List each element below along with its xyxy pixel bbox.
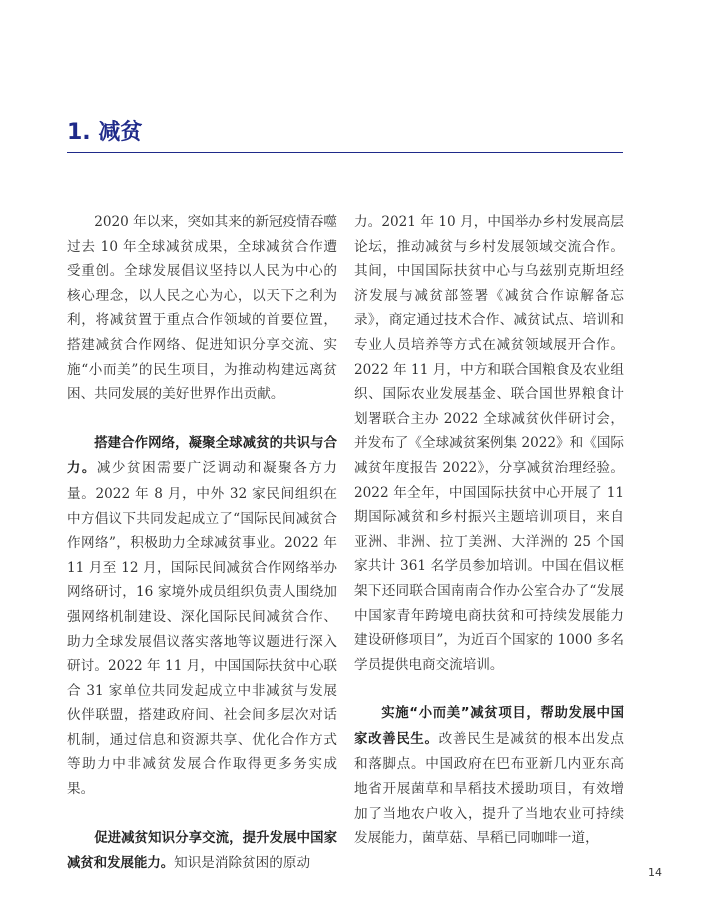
paragraph-cooperation-network (67, 431, 337, 802)
paragraph-body: 减少贫困需要广泛调动和凝聚各方力量。2022 年 8 月，中外 32 家民间组织在中方倡议下共同发起成立了“国际民间减贫合作网络”，积极助力全球减贫事业。2022 年 11 月至 12 月，国际民间减贫合作网络举办网络研讨，16 家境外成员组织负责人围绕加强网络机制建设、深化国际民间减贫合作、助力全球发展倡议落实落地等议题进行深入研讨。2022 年 11 月，中国国际扶贫中心联合 31 家单位共同发起成立中非减贫与发展伙伴联盟，搭建政府间、社会间多层次对话机制，通过信息和资源共享、优化合作方式等助力中非减贫发展合作取得更多务实成果。 (67, 460, 338, 798)
paragraph-heading: 实施“小而美”减贫项目，帮助发展中国家改善民生。 (354, 706, 624, 747)
right-column (354, 210, 624, 851)
paragraph-knowledge-sharing-continued: 力。2021 年 10 月，中国举办乡村发展高层论坛，推动减贫与乡村发展领域交流合作。其间，中国国际扶贫中心与乌兹别克斯坦经济发展与减贫部签署《减贫合作谅解备忘录》，商定通过技术合作、减贫试点、培训和专业人员培养等方式在减贫领域展开合作。2022 年 11 月，中方和联合国粮食及农业组织、国际农业发展基金、联合国世界粮食计划署联合主办 2022 全球减贫伙伴研讨会，并发布了《全球减贫案例集 2022》和《国际减贫年度报告 2022》，分享减贫治理经验。2022 年全年，中国国际扶贫中心开展了 11 期国际减贫和乡村振兴主题培训项目，来自亚洲、非洲、拉丁美洲、大洋洲的 25 个国家共计 361 名学员参加培训。中国在倡议框架下还同联合国南南合作办公室合办了“发展中国家青年跨境电商扶贫和可持续发展能力建设研修项目”，为近百个国家的 1000 多名学员提供电商交流培训。 (354, 214, 625, 673)
title-divider (67, 152, 623, 153)
left-column (67, 210, 337, 877)
paragraph-livelihood-projects (354, 701, 624, 851)
page-title: 1. 减贫 (67, 120, 143, 145)
paragraph-intro: 2020 年以来，突如其来的新冠疫情吞噬过去 10 年全球减贫成果，全球减贫合作遭受重创。全球发展倡议坚持以人民为中心的核心理念，以人民之心为心，以天下之利为利，将减贫置于重点合作领域的首要位置，搭建减贫合作网络、促进知识分享交流、实施“小而美”的民生项目，为推动构建远离贫困、共同发展的美好世界作出贡献。 (67, 214, 338, 403)
paragraph-heading: 搭建合作网络，凝聚全球减贫的共识与合力。 (67, 435, 337, 477)
paragraph-body: 知识是消除贫困的原动 (174, 855, 311, 872)
paragraph-knowledge-sharing (67, 826, 337, 877)
page-number: 14 (648, 866, 662, 879)
paragraph-body: 改善民生是减贫的根本出发点和落脚点。中国政府在巴布亚新几内亚东高地省开展菌草和旱稻技术援助项目，有效增加了当地农户收入，提升了当地农业可持续发展能力，菌草菇、旱稻已同咖啡一道， (354, 730, 624, 847)
paragraph-heading: 促进减贫知识分享交流，提升发展中国家减贫和发展能力。 (67, 830, 337, 872)
